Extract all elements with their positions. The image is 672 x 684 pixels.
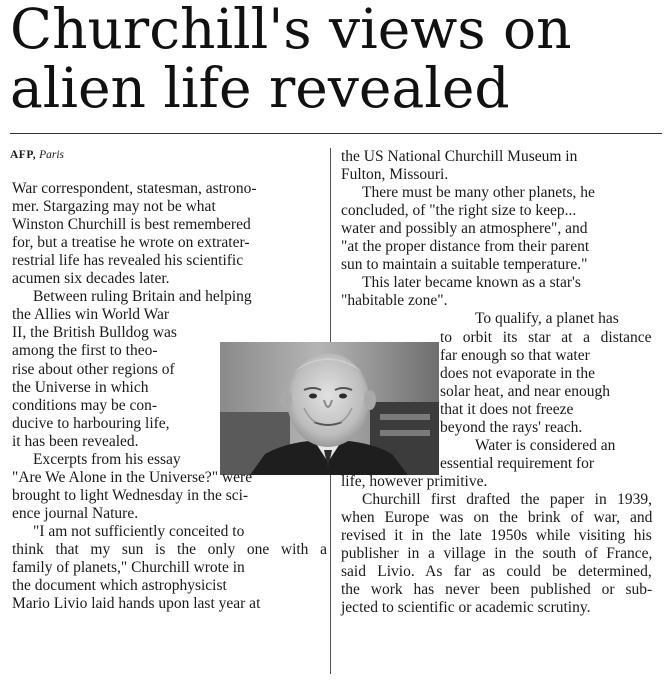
body-text-line: "at the proper distance from their parent: [341, 238, 590, 256]
body-text-line: "Are We Alone in the Universe?" were: [12, 468, 253, 486]
body-text-line: it has been revealed.: [12, 432, 139, 450]
body-text-line: "habitable zone".: [341, 292, 448, 310]
body-text-line: brought to light Wednesday in the sci-: [12, 486, 249, 504]
body-text-line: "I am not sufficiently conceited to: [33, 522, 245, 540]
body-text-line: publisher in a village in the south of France,: [341, 545, 653, 563]
body-text-line: sun to maintain a suitable temperature.": [341, 256, 588, 274]
body-text-line: Excerpts from his essay: [33, 450, 181, 468]
body-text-line: the document which astrophysicist: [12, 577, 227, 595]
body-text-line: revised it in the late 1950s while visiting his: [341, 527, 652, 545]
body-text-line: concluded, of "the right size to keep...: [341, 202, 577, 220]
headline: [10, 0, 670, 118]
body-text-line: family of planets," Churchill wrote in: [12, 559, 245, 577]
body-text-line: There must be many other planets, he: [362, 184, 595, 202]
body-text-line: ence journal Nature.: [12, 504, 139, 522]
body-text-line: ducive to harbouring life,: [12, 414, 170, 432]
body-text-line: the US National Churchill Museum in: [341, 148, 578, 165]
churchill-photo: [220, 342, 439, 475]
body-text-line: when Europe was on the brink of war, and: [341, 509, 653, 526]
body-text-line: Water is considered an: [475, 436, 616, 454]
body-text-line: that it does not freeze: [440, 400, 574, 418]
body-text-line: War correspondent, statesman, astrono-: [12, 180, 257, 197]
body-text-line: Winston Churchill is best remembered: [12, 216, 251, 234]
body-text-line: essential requirement for: [440, 454, 595, 472]
headline-line: alien life revealed: [10, 56, 510, 120]
byline-city: Paris: [39, 149, 64, 161]
body-text-line: jected to scientific or academic scrutiny.: [341, 599, 591, 617]
headline-rule: [10, 133, 662, 134]
body-text-line: beyond the rays' reach.: [440, 418, 583, 436]
headline-line: Churchill's views on: [10, 0, 572, 61]
body-text-line: for, but a treatise he wrote on extrater-: [12, 234, 250, 252]
body-text-line: solar heat, and near enough: [440, 382, 611, 400]
body-text-line: restrial life has revealed his scientific: [12, 252, 244, 270]
body-text-line: Churchill first drafted the paper in 1939,: [362, 490, 652, 508]
body-text-line: To qualify, a planet has: [475, 310, 619, 328]
body-text-line: said Livio. As far as could be determined,: [341, 563, 652, 581]
body-text-line: Between ruling Britain and helping: [33, 288, 252, 306]
byline: [10, 147, 64, 163]
body-text-line: rise about other regions of: [12, 360, 175, 378]
body-text-line: This later became known as a star's: [362, 274, 581, 292]
body-text-line: the work has never been published or sub-: [341, 581, 653, 599]
body-text-line: does not evaporate in the: [440, 364, 595, 382]
body-text-line: Fulton, Missouri.: [341, 166, 449, 184]
body-text-line: acumen six decades later.: [12, 270, 170, 288]
body-text-line: far enough so that water: [440, 346, 590, 364]
body-text-line: II, the British Bulldog was: [12, 324, 177, 342]
body-text-line: life, however primitive.: [341, 472, 488, 490]
churchill-portrait-image: [220, 342, 439, 475]
body-text-line: Mario Livio laid hands upon last year at: [12, 595, 261, 613]
body-text-line: mer. Stargazing may not be what: [12, 198, 216, 216]
byline-agency: AFP,: [10, 149, 37, 161]
body-text-line: water and possibly an atmosphere", and: [341, 220, 588, 238]
body-text-line: think that my sun is the only one with a: [12, 541, 327, 558]
body-text-line: among the first to theo-: [12, 342, 158, 360]
body-text-line: the Universe in which: [12, 378, 149, 396]
body-text-line: conditions may be con-: [12, 396, 158, 414]
body-text-line: the Allies win World War: [12, 306, 170, 324]
body-text-line: to orbit its star at a distance: [440, 328, 652, 346]
